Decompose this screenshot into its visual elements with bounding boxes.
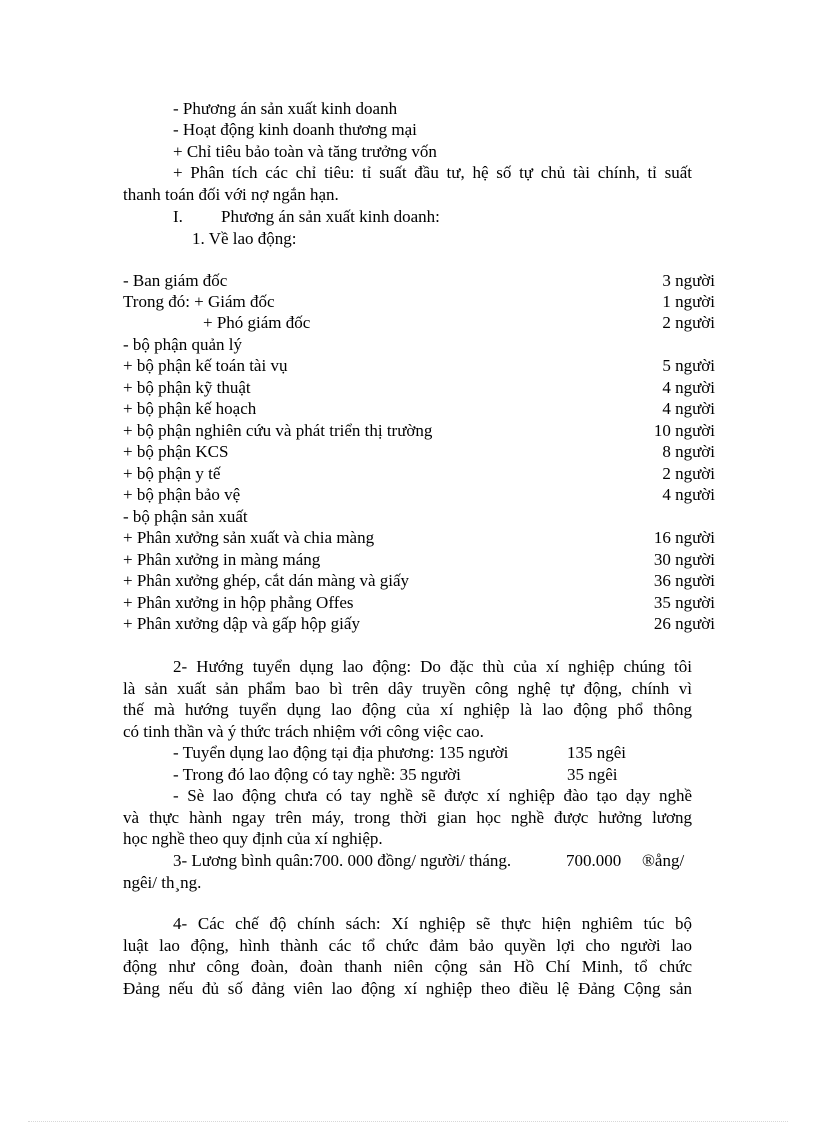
labor-row: [123, 592, 715, 613]
labor-row: [123, 270, 715, 291]
policy-line: Đảng nếu đủ số đảng viên lao động xí nghiệp theo điều lệ Đảng Cộng sản: [123, 978, 692, 998]
labor-label: + bộ phận bảo vệ: [123, 485, 241, 504]
labor-count: 26 người: [653, 614, 715, 633]
labor-count: 16 người: [653, 528, 715, 547]
labor-label: + Phân xưởng dập và gấp hộp giấy: [123, 614, 360, 633]
policy-line: 4- Các chế độ chính sách: Xí nghiệp sẽ thực hiện nghiêm túc bộ: [173, 914, 692, 933]
labor-label: + Phân xưởng sản xuất và chia màng: [123, 528, 375, 547]
labor-count: 5 người: [662, 356, 715, 375]
local-recruit-value: 135 ngêi: [567, 743, 627, 762]
policy-line: động như công đoàn, đoàn thanh niên cộng sản Hồ Chí Minh, tổ chức: [123, 957, 692, 976]
skilled-line: - Trong đó lao động có tay nghề: 35 người: [173, 765, 461, 784]
labor-row: [123, 420, 715, 441]
labor-row: [123, 463, 715, 484]
labor-count: 3 người: [662, 271, 715, 290]
labor-label: + bộ phận KCS: [123, 442, 229, 461]
recruitment-line: là sản xuất sản phẩm bao bì trên dây truyền công nghệ tự động, chính vì: [123, 678, 692, 698]
labor-count: 35 người: [653, 593, 715, 612]
labor-label: + bộ phận y tế: [123, 464, 221, 483]
intro-line: + Chỉ tiêu bảo toàn và tăng trưởng vốn: [173, 142, 437, 161]
labor-label: + bộ phận kế toán tài vụ: [123, 356, 288, 375]
intro-line: + Phân tích các chỉ tiêu: tỉ suất đầu tư, hệ số tự chủ tài chính, tỉ suất: [173, 163, 692, 182]
section-number: I.: [173, 207, 183, 226]
salary-value: 700.000: [566, 851, 622, 870]
local-recruit-line: - Tuyển dụng lao động tại địa phương: 135 người: [173, 743, 509, 762]
policy-paragraph: [123, 913, 692, 999]
intro-line: - Hoạt động kinh doanh thương mại: [173, 120, 417, 139]
intro-line: thanh toán đối với nợ ngắn hạn.: [123, 184, 339, 204]
salary-unit: ®ång/: [642, 851, 685, 870]
labor-label: - bộ phận sản xuất: [123, 507, 248, 526]
labor-label: + bộ phận nghiên cứu và phát triển thị trường: [123, 421, 433, 440]
skilled-value: 35 ngêi: [567, 765, 618, 784]
labor-label: - bộ phận quản lý: [123, 335, 242, 354]
labor-row: [123, 334, 715, 355]
labor-label: + bộ phận kỹ thuật: [123, 378, 251, 397]
training-line: học nghề theo quy định của xí nghiệp.: [123, 829, 383, 848]
intro-line: - Phương án sản xuất kinh doanh: [173, 99, 398, 118]
labor-count: 8 người: [662, 442, 715, 461]
page-bottom-divider: [28, 1121, 788, 1122]
labor-label: - Ban giám đốc: [123, 271, 228, 290]
salary-continuation: ngêi/ th¸ng.: [123, 873, 202, 892]
intro-paragraph: [123, 162, 692, 205]
labor-label: + Phân xưởng in hộp phẳng Offes: [123, 593, 354, 612]
training-line: và thực hành ngay trên máy, trong thời gian học nghề được hưởng lương: [123, 807, 692, 827]
labor-row: [123, 549, 715, 570]
labor-count: 2 người: [662, 313, 715, 332]
labor-count: 10 người: [653, 421, 715, 440]
training-paragraph: [123, 785, 692, 850]
labor-count: 30 người: [653, 550, 715, 569]
labor-count: 4 người: [662, 485, 715, 504]
labor-count: 4 người: [662, 399, 715, 418]
labor-count: 4 người: [662, 378, 715, 397]
labor-label: + Phân xưởng ghép, cắt dán màng và giấy: [123, 571, 410, 590]
labor-label: + Phân xưởng in màng máng: [123, 550, 321, 569]
labor-count: 36 người: [653, 571, 715, 590]
training-line: - Sè lao động chưa có tay nghề sẽ được xí nghiệp đào tạo dạy nghề: [173, 786, 692, 805]
labor-row: [123, 377, 715, 398]
labor-row: [123, 355, 715, 376]
recruitment-line: có tinh thần và ý thức trách nhiệm với công việc cao.: [123, 721, 484, 741]
labor-label: + Phó giám đốc: [203, 313, 311, 332]
recruitment-line: thế mà hướng tuyển dụng lao động của xí nghiệp là lao động phổ thông: [123, 700, 692, 719]
labor-row: [123, 527, 715, 548]
labor-row: [123, 312, 715, 333]
labor-row: [123, 398, 715, 419]
labor-row: [123, 291, 715, 312]
labor-count: 1 người: [662, 292, 715, 311]
section-title: Phương án sản xuất kinh doanh:: [221, 207, 440, 226]
labor-count: 2 người: [662, 464, 715, 483]
salary-line: 3- Lương bình quân:700. 000 đồng/ người/ tháng.: [173, 851, 512, 870]
subsection-title: 1. Về lao động:: [192, 229, 297, 248]
recruitment-line: 2- Hướng tuyển dụng lao động: Do đặc thù của xí nghiệp chúng tôi: [173, 657, 692, 676]
recruitment-paragraph: [123, 656, 692, 742]
labor-label: Trong đó: + Giám đốc: [123, 292, 275, 311]
labor-row: [123, 570, 715, 591]
labor-label: + bộ phận kế hoạch: [123, 399, 257, 418]
labor-row: [123, 613, 715, 634]
labor-row: [123, 484, 715, 505]
policy-line: luật lao động, hình thành các tổ chức đảm bảo quyền lợi cho người lao: [123, 935, 692, 955]
labor-row: [123, 506, 715, 527]
labor-row: [123, 441, 715, 462]
